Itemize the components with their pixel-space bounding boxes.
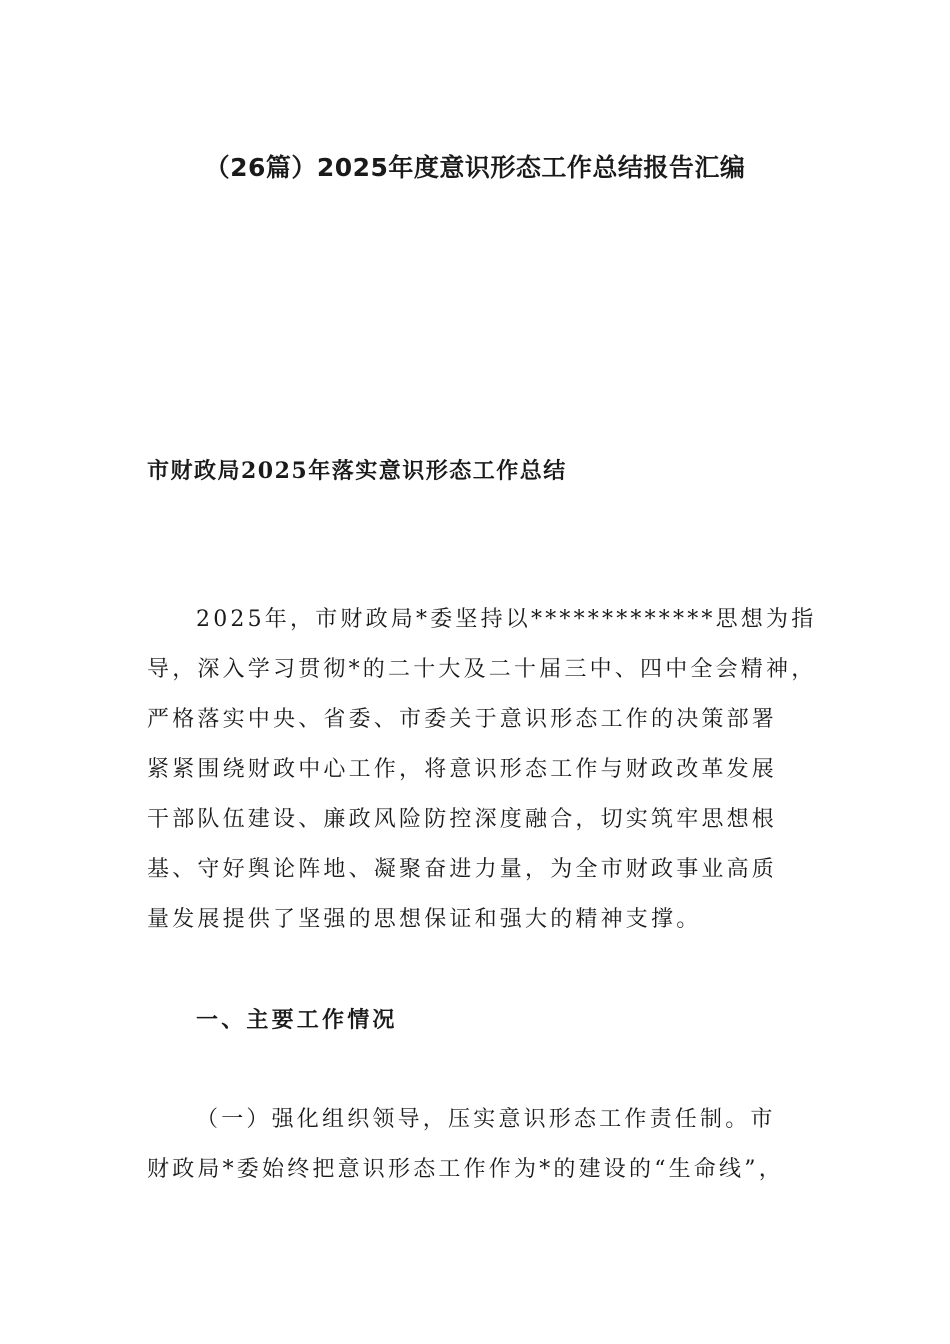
paragraph-line: 紧紧围绕财政中心工作，将意识形态工作与财政改革发展 [147,757,778,782]
paragraph-line: 干部队伍建设、廉政风险防控深度融合，切实筑牢思想根 [147,807,778,832]
heading-main-work: 一、主要工作情况 [196,1007,398,1033]
paragraph-line: 严格落实中央、省委、市委关于意识形态工作的决策部署 [147,707,778,732]
paragraph-line: 2025年，市财政局*委坚持以*************思想为指 [196,607,817,632]
subsection-paragraph [147,1103,827,1203]
intro-paragraph [147,603,827,953]
paragraph-line: 财政局*委始终把意识形态工作作为*的建设的“生命线”， [147,1157,784,1182]
document-title: （26篇）2025年度意识形态工作总结报告汇编 [204,153,746,182]
paragraph-line: 量发展提供了坚强的思想保证和强大的精神支撑。 [147,907,702,932]
paragraph-line: 基、守好舆论阵地、凝聚奋进力量，为全市财政事业高质 [147,857,778,882]
section-title: 市财政局2025年落实意识形态工作总结 [147,458,567,484]
paragraph-line: （一）强化组织领导，压实意识形态工作责任制。市 [196,1107,776,1132]
paragraph-line: 导，深入学习贯彻*的二十大及二十届三中、四中全会精神， [147,657,817,682]
